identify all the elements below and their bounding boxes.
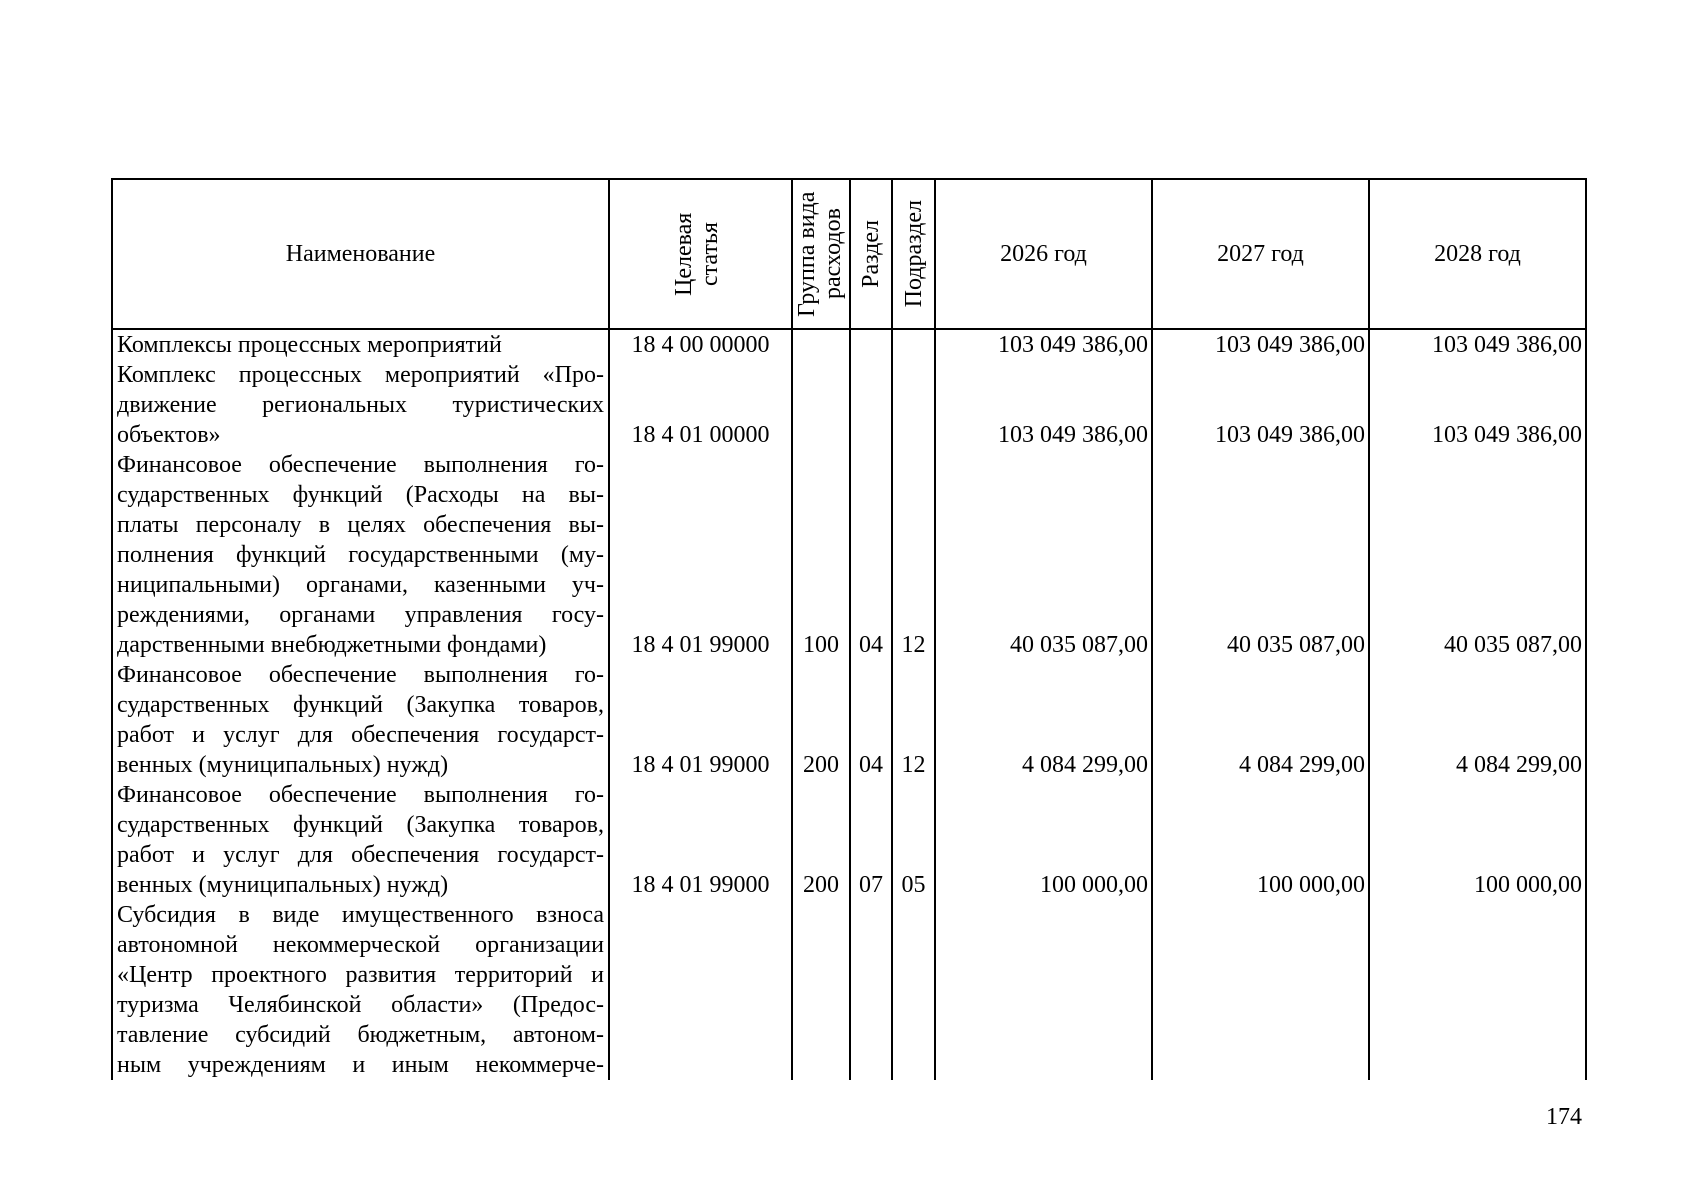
table-row (112, 329, 1586, 360)
header-target: Целевая статья (609, 179, 792, 329)
table-row (112, 900, 1586, 1080)
row-amount-2028: 40 035 087,00 (1369, 450, 1586, 660)
table-header-row (112, 179, 1586, 329)
row-target-code: 18 4 01 99000 (609, 660, 792, 780)
row-name-line: ниципальными) органами, казенными уч- (117, 572, 604, 598)
row-name-line: работ и услуг для обеспечения государст- (117, 722, 604, 748)
row-amount-2026: 100 000,00 (935, 780, 1152, 900)
row-amount-2027 (1152, 900, 1369, 1080)
row-target-code (609, 900, 792, 1080)
row-expense-group (792, 329, 850, 360)
row-expense-group: 200 (792, 780, 850, 900)
row-amount-2028: 4 084 299,00 (1369, 660, 1586, 780)
row-amount-2028 (1369, 900, 1586, 1080)
row-name-line: туризма Челябинской области» (Предос- (117, 992, 604, 1018)
row-name (112, 329, 609, 360)
row-name-line: ным учреждениям и иным некоммерче- (117, 1052, 604, 1078)
row-name-line: автономной некоммерческой организации (117, 932, 604, 958)
row-name-line: платы персоналу в целях обеспечения вы- (117, 512, 604, 538)
row-name-line: движение региональных туристических (117, 392, 604, 418)
row-section: 07 (850, 780, 892, 900)
row-amount-2027: 4 084 299,00 (1152, 660, 1369, 780)
row-amount-2027: 100 000,00 (1152, 780, 1369, 900)
row-subsection: 05 (892, 780, 935, 900)
row-name-line: Финансовое обеспечение выполнения го- (117, 662, 604, 688)
row-target-code: 18 4 01 00000 (609, 360, 792, 450)
row-subsection (892, 360, 935, 450)
row-name-line: реждениями, органами управления госу- (117, 602, 604, 628)
row-name-line: венных (муниципальных) нужд) (117, 752, 449, 778)
row-amount-2027: 103 049 386,00 (1152, 329, 1369, 360)
row-expense-group: 200 (792, 660, 850, 780)
table-row (112, 780, 1586, 900)
row-amount-2026: 40 035 087,00 (935, 450, 1152, 660)
row-amount-2028: 100 000,00 (1369, 780, 1586, 900)
row-name-line: Комплексы процессных мероприятий (117, 332, 502, 358)
row-target-code: 18 4 01 99000 (609, 780, 792, 900)
row-amount-2027: 40 035 087,00 (1152, 450, 1369, 660)
row-target-code: 18 4 00 00000 (609, 329, 792, 360)
header-subsection: Подраздел (892, 179, 935, 329)
row-name (112, 660, 609, 780)
row-expense-group (792, 900, 850, 1080)
row-subsection: 12 (892, 660, 935, 780)
header-2028: 2028 год (1369, 179, 1586, 329)
table-row (112, 660, 1586, 780)
row-subsection: 12 (892, 450, 935, 660)
row-name-line: сударственных функций (Закупка товаров, (117, 812, 604, 838)
header-2026: 2026 год (935, 179, 1152, 329)
row-name-line: венных (муниципальных) нужд) (117, 872, 449, 898)
row-name-line: сударственных функций (Расходы на вы- (117, 482, 604, 508)
row-amount-2026: 103 049 386,00 (935, 329, 1152, 360)
row-section (850, 900, 892, 1080)
row-section (850, 360, 892, 450)
row-name (112, 450, 609, 660)
row-amount-2026 (935, 900, 1152, 1080)
row-name (112, 360, 609, 450)
row-name-line: дарственными внебюджетными фондами) (117, 632, 547, 658)
row-expense-group: 100 (792, 450, 850, 660)
row-section: 04 (850, 450, 892, 660)
row-section: 04 (850, 660, 892, 780)
row-name-line: работ и услуг для обеспечения государст- (117, 842, 604, 868)
row-name-line: Финансовое обеспечение выполнения го- (117, 782, 604, 808)
row-section (850, 329, 892, 360)
header-group: Группа вида расходов (792, 179, 850, 329)
table-row (112, 360, 1586, 450)
row-name (112, 900, 609, 1080)
row-name-line: объектов» (117, 422, 221, 448)
row-target-code: 18 4 01 99000 (609, 450, 792, 660)
row-amount-2028: 103 049 386,00 (1369, 360, 1586, 450)
row-name-line: сударственных функций (Закупка товаров, (117, 692, 604, 718)
row-amount-2027: 103 049 386,00 (1152, 360, 1369, 450)
row-name-line: Финансовое обеспечение выполнения го- (117, 452, 604, 478)
row-name-line: тавление субсидий бюджетным, автоном- (117, 1022, 604, 1048)
header-2027: 2027 год (1152, 179, 1369, 329)
row-name-line: полнения функций государственными (му- (117, 542, 604, 568)
row-amount-2028: 103 049 386,00 (1369, 329, 1586, 360)
row-amount-2026: 103 049 386,00 (935, 360, 1152, 450)
header-name: Наименование (112, 179, 609, 329)
row-subsection (892, 900, 935, 1080)
row-amount-2026: 4 084 299,00 (935, 660, 1152, 780)
page-number: 174 (1546, 1104, 1582, 1130)
table-row (112, 450, 1586, 660)
header-section: Раздел (850, 179, 892, 329)
row-name-line: «Центр проектного развития территорий и (117, 962, 604, 988)
row-subsection (892, 329, 935, 360)
row-name-line: Комплекс процессных мероприятий «Про- (117, 362, 604, 388)
budget-table (111, 178, 1585, 1080)
row-expense-group (792, 360, 850, 450)
row-name (112, 780, 609, 900)
row-name-line: Субсидия в виде имущественного взноса (117, 902, 604, 928)
